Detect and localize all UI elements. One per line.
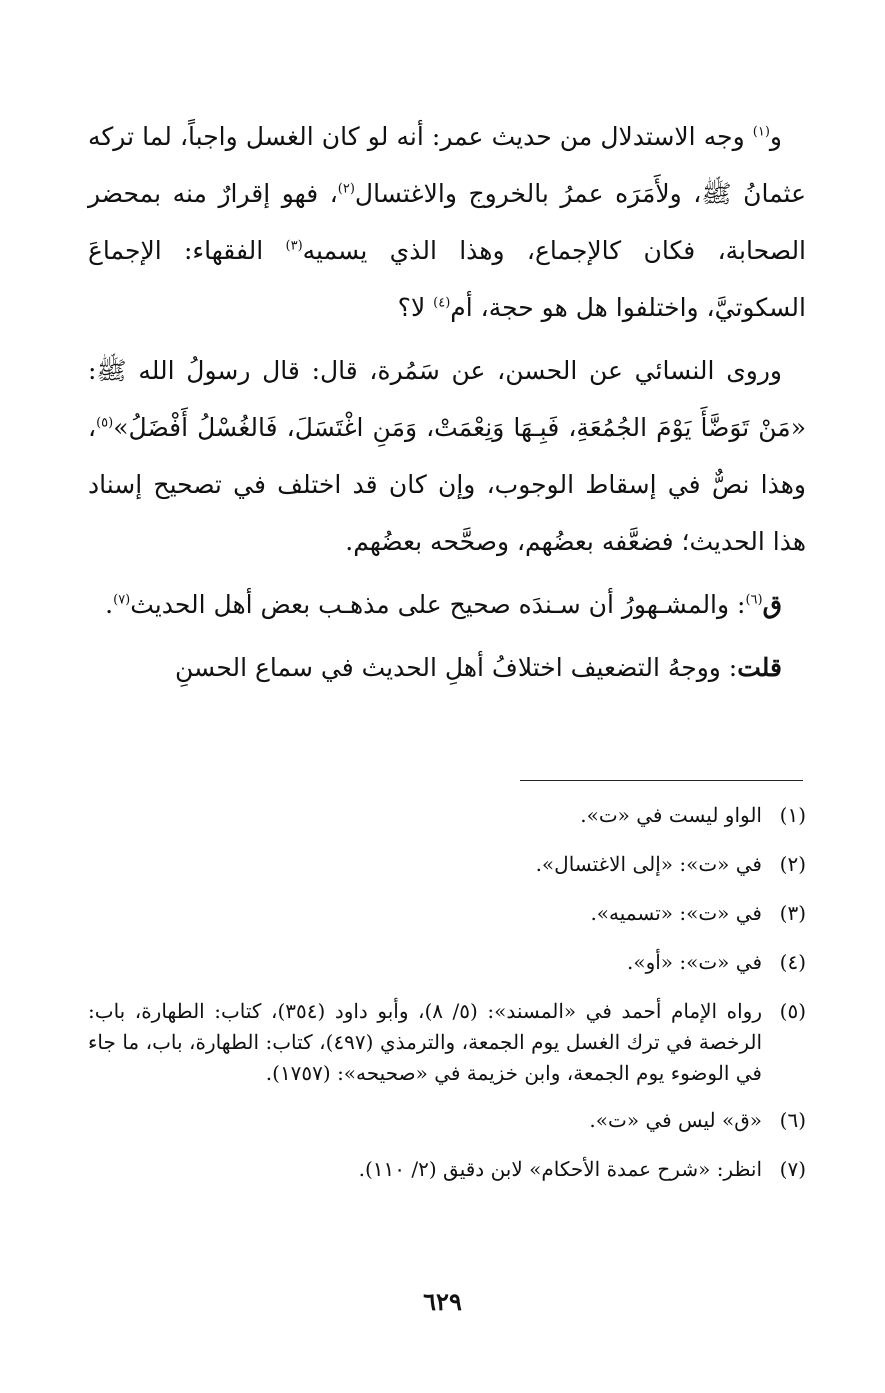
text-run: الفقهاء: الإجماعَ السكوتيَّ، واختلفوا هل هو حجة، أم xyxy=(88,236,806,322)
footnote-7 xyxy=(88,1154,806,1185)
footnotes xyxy=(88,800,806,1203)
footnote-text: رواه الإمام أحمد في «المسند»: (٥/ ٨)، وأبو داود (٣٥٤)، كتاب: الطهارة، باب: الرخصة في ترك الغسل يوم الجمعة، والترمذي (٤٩٧)، كتاب: الطهارة، باب، ما جاء في الوضوء يوم الجمعة، وابن خزيمة في «صحيحه»: (١٧٥٧). xyxy=(88,999,762,1085)
footnote-text: انظر: «شرح عمدة الأحكام» لابن دقيق (٢/ ١١٠). xyxy=(358,1157,762,1181)
footnote-number: (٦) xyxy=(779,1108,806,1132)
footnote-number: (٧) xyxy=(779,1157,806,1181)
page-number: ٦٢٩ xyxy=(423,1287,462,1316)
footnote-2 xyxy=(88,849,806,880)
paragraph-1 xyxy=(88,108,806,336)
footnote-text: في «ت»: «تسميه». xyxy=(590,901,762,925)
footnote-ref[interactable]: (١) xyxy=(752,124,770,140)
footnote-text: الواو ليست في «ت». xyxy=(580,803,762,827)
footnote-1 xyxy=(88,800,806,831)
text-run: ، وهذا نصٌّ في إسقاط الوجوب، وإن كان قد اختلف في تصحيح إسناد هذا الحديث؛ فضعَّفه بعضُهم، وصحَّحه بعضُهم. xyxy=(88,413,806,556)
footnote-ref[interactable]: (٢) xyxy=(337,181,355,197)
footnote-text: في «ت»: «إلى الاغتسال». xyxy=(535,852,762,876)
text-run: . xyxy=(105,590,114,619)
footnote-4 xyxy=(88,947,806,978)
footnote-ref[interactable]: (٦) xyxy=(745,592,763,608)
footnote-6 xyxy=(88,1105,806,1136)
footnote-text: في «ت»: «أو». xyxy=(626,950,762,974)
footnote-ref[interactable]: (٤) xyxy=(433,295,451,311)
paragraph-3 xyxy=(88,576,806,633)
footnote-3 xyxy=(88,898,806,929)
footnote-number: (٣) xyxy=(779,901,806,925)
paragraph-4 xyxy=(88,639,806,696)
paragraph-2 xyxy=(88,342,806,570)
footnote-number: (٢) xyxy=(779,852,806,876)
section-label: قلت xyxy=(737,653,782,682)
text-run: وجه الاستدلال من حديث عمر: أنه لو كان الغسل واجباً، لما تركه عثمانُ ﷺ، ولأَمَرَه عمرُ بالخروج والاغتسال xyxy=(88,122,806,208)
footnote-number: (١) xyxy=(779,803,806,827)
footnote-ref[interactable]: (٣) xyxy=(285,238,303,254)
footnote-text: «ق» ليس في «ت». xyxy=(589,1108,762,1132)
footnote-ref[interactable]: (٧) xyxy=(113,592,131,608)
footnote-number: (٥) xyxy=(779,999,806,1023)
text-run: وروى النسائي عن الحسن، عن سَمُرة، قال: قال رسولُ الله ﷺ: «مَنْ تَوَضَّأَ يَوْمَ الجُمُعَةِ، فَبِـهَا وَنِعْمَتْ، وَمَنِ اغْتَسَلَ، فَالغُسْلُ أَفْضَلُ» xyxy=(88,356,806,442)
footnote-ref[interactable]: (٥) xyxy=(96,415,114,431)
text-run: و xyxy=(769,122,782,151)
footnote-separator xyxy=(520,780,803,781)
main-text xyxy=(88,108,806,702)
text-run: ، فهو إقرارٌ منه بمحضر الصحابة، فكان كالإجماع، وهذا الذي يسميه xyxy=(88,179,807,265)
footnote-5 xyxy=(88,996,806,1089)
text-run: : ووجهُ التضعيف اختلافُ أهلِ الحديث في سماع الحسنِ xyxy=(175,653,738,682)
text-run: لا؟ xyxy=(397,293,434,322)
footnote-number: (٤) xyxy=(779,950,806,974)
text-run: : والمشـهورُ أن سـندَه صحيح على مذهـب بعض أهل الحديث xyxy=(130,590,746,619)
section-label: ق xyxy=(762,590,782,619)
